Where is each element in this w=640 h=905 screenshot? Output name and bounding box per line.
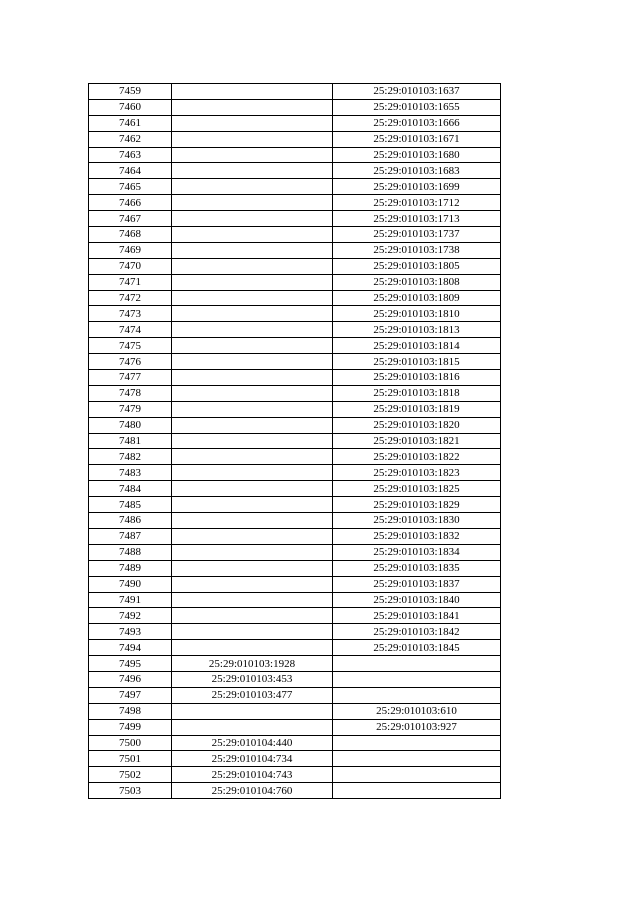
column-3-cell: 25:29:010103:1699 xyxy=(333,179,501,195)
column-2-cell xyxy=(172,322,333,338)
row-number-cell: 7497 xyxy=(89,687,172,703)
row-number-cell: 7461 xyxy=(89,115,172,131)
column-2-cell: 25:29:010104:743 xyxy=(172,767,333,783)
row-number-cell: 7477 xyxy=(89,370,172,386)
column-2-cell: 25:29:010104:440 xyxy=(172,735,333,751)
column-2-cell xyxy=(172,370,333,386)
table-row xyxy=(89,497,501,513)
table-row xyxy=(89,354,501,370)
column-2-cell xyxy=(172,513,333,529)
table-row xyxy=(89,528,501,544)
table-row xyxy=(89,640,501,656)
table-row xyxy=(89,227,501,243)
column-3-cell: 25:29:010103:1637 xyxy=(333,84,501,100)
column-2-cell xyxy=(172,576,333,592)
row-number-cell: 7489 xyxy=(89,560,172,576)
column-3-cell xyxy=(333,671,501,687)
column-2-cell xyxy=(172,195,333,211)
column-2-cell xyxy=(172,115,333,131)
column-2-cell xyxy=(172,401,333,417)
table-row xyxy=(89,115,501,131)
table-row xyxy=(89,703,501,719)
row-number-cell: 7465 xyxy=(89,179,172,195)
table-row xyxy=(89,385,501,401)
row-number-cell: 7483 xyxy=(89,465,172,481)
table-row xyxy=(89,322,501,338)
column-2-cell xyxy=(172,131,333,147)
column-2-cell xyxy=(172,528,333,544)
row-number-cell: 7486 xyxy=(89,513,172,529)
column-3-cell: 25:29:010103:1820 xyxy=(333,417,501,433)
row-number-cell: 7476 xyxy=(89,354,172,370)
row-number-cell: 7474 xyxy=(89,322,172,338)
column-2-cell xyxy=(172,163,333,179)
column-3-cell xyxy=(333,767,501,783)
row-number-cell: 7496 xyxy=(89,671,172,687)
row-number-cell: 7500 xyxy=(89,735,172,751)
column-2-cell xyxy=(172,449,333,465)
column-2-cell: 25:29:010103:453 xyxy=(172,671,333,687)
column-3-cell: 25:29:010103:927 xyxy=(333,719,501,735)
column-2-cell xyxy=(172,608,333,624)
column-3-cell: 25:29:010103:1825 xyxy=(333,481,501,497)
table-row xyxy=(89,99,501,115)
table-body xyxy=(89,84,501,799)
row-number-cell: 7462 xyxy=(89,131,172,147)
table-row xyxy=(89,211,501,227)
row-number-cell: 7469 xyxy=(89,242,172,258)
table-row xyxy=(89,179,501,195)
column-3-cell: 25:29:010103:1813 xyxy=(333,322,501,338)
row-number-cell: 7471 xyxy=(89,274,172,290)
row-number-cell: 7492 xyxy=(89,608,172,624)
column-3-cell xyxy=(333,751,501,767)
row-number-cell: 7459 xyxy=(89,84,172,100)
column-2-cell xyxy=(172,211,333,227)
table-row xyxy=(89,767,501,783)
column-2-cell xyxy=(172,703,333,719)
column-2-cell xyxy=(172,544,333,560)
column-3-cell: 25:29:010103:1666 xyxy=(333,115,501,131)
row-number-cell: 7495 xyxy=(89,656,172,672)
row-number-cell: 7468 xyxy=(89,227,172,243)
column-3-cell: 25:29:010103:1655 xyxy=(333,99,501,115)
column-3-cell: 25:29:010103:1837 xyxy=(333,576,501,592)
column-3-cell: 25:29:010103:1808 xyxy=(333,274,501,290)
column-3-cell: 25:29:010103:1845 xyxy=(333,640,501,656)
column-3-cell: 25:29:010103:1841 xyxy=(333,608,501,624)
column-3-cell: 25:29:010103:1842 xyxy=(333,624,501,640)
table-row xyxy=(89,290,501,306)
column-2-cell xyxy=(172,274,333,290)
row-number-cell: 7466 xyxy=(89,195,172,211)
table-row xyxy=(89,560,501,576)
table-row xyxy=(89,608,501,624)
column-2-cell xyxy=(172,624,333,640)
table-row xyxy=(89,370,501,386)
row-number-cell: 7479 xyxy=(89,401,172,417)
column-2-cell xyxy=(172,640,333,656)
column-3-cell: 25:29:010103:1818 xyxy=(333,385,501,401)
cadastral-table xyxy=(88,83,501,799)
table-row xyxy=(89,306,501,322)
column-3-cell: 25:29:010103:1819 xyxy=(333,401,501,417)
column-2-cell xyxy=(172,147,333,163)
column-2-cell xyxy=(172,592,333,608)
column-3-cell: 25:29:010103:1683 xyxy=(333,163,501,179)
table-row xyxy=(89,195,501,211)
column-3-cell: 25:29:010103:1823 xyxy=(333,465,501,481)
column-3-cell: 25:29:010103:1805 xyxy=(333,258,501,274)
column-2-cell xyxy=(172,290,333,306)
column-3-cell: 25:29:010103:1830 xyxy=(333,513,501,529)
table-row xyxy=(89,242,501,258)
column-2-cell xyxy=(172,465,333,481)
table-row xyxy=(89,417,501,433)
table-row xyxy=(89,624,501,640)
column-3-cell: 25:29:010103:1821 xyxy=(333,433,501,449)
table-row xyxy=(89,671,501,687)
column-3-cell xyxy=(333,687,501,703)
table-row xyxy=(89,513,501,529)
row-number-cell: 7487 xyxy=(89,528,172,544)
row-number-cell: 7460 xyxy=(89,99,172,115)
column-3-cell: 25:29:010103:1809 xyxy=(333,290,501,306)
column-2-cell xyxy=(172,560,333,576)
column-3-cell: 25:29:010103:1822 xyxy=(333,449,501,465)
column-3-cell xyxy=(333,783,501,799)
column-2-cell xyxy=(172,338,333,354)
table-row xyxy=(89,274,501,290)
row-number-cell: 7501 xyxy=(89,751,172,767)
column-3-cell: 25:29:010103:610 xyxy=(333,703,501,719)
column-3-cell: 25:29:010103:1816 xyxy=(333,370,501,386)
column-3-cell: 25:29:010103:1713 xyxy=(333,211,501,227)
row-number-cell: 7463 xyxy=(89,147,172,163)
column-2-cell: 25:29:010103:477 xyxy=(172,687,333,703)
table-row xyxy=(89,338,501,354)
table-row xyxy=(89,592,501,608)
column-3-cell: 25:29:010103:1671 xyxy=(333,131,501,147)
column-3-cell: 25:29:010103:1814 xyxy=(333,338,501,354)
row-number-cell: 7464 xyxy=(89,163,172,179)
table-row xyxy=(89,751,501,767)
column-2-cell xyxy=(172,227,333,243)
table-row xyxy=(89,131,501,147)
row-number-cell: 7475 xyxy=(89,338,172,354)
row-number-cell: 7478 xyxy=(89,385,172,401)
column-2-cell xyxy=(172,258,333,274)
row-number-cell: 7472 xyxy=(89,290,172,306)
table-row xyxy=(89,783,501,799)
row-number-cell: 7502 xyxy=(89,767,172,783)
row-number-cell: 7481 xyxy=(89,433,172,449)
column-2-cell: 25:29:010104:760 xyxy=(172,783,333,799)
row-number-cell: 7470 xyxy=(89,258,172,274)
column-2-cell xyxy=(172,719,333,735)
column-2-cell xyxy=(172,306,333,322)
row-number-cell: 7498 xyxy=(89,703,172,719)
table-row xyxy=(89,401,501,417)
column-2-cell xyxy=(172,179,333,195)
table-row xyxy=(89,433,501,449)
table-row xyxy=(89,719,501,735)
row-number-cell: 7480 xyxy=(89,417,172,433)
column-3-cell xyxy=(333,735,501,751)
row-number-cell: 7503 xyxy=(89,783,172,799)
column-2-cell xyxy=(172,84,333,100)
column-3-cell: 25:29:010103:1738 xyxy=(333,242,501,258)
column-2-cell xyxy=(172,242,333,258)
table-row xyxy=(89,258,501,274)
row-number-cell: 7491 xyxy=(89,592,172,608)
row-number-cell: 7494 xyxy=(89,640,172,656)
table-row xyxy=(89,735,501,751)
column-3-cell: 25:29:010103:1810 xyxy=(333,306,501,322)
column-2-cell xyxy=(172,385,333,401)
column-2-cell xyxy=(172,433,333,449)
table-row xyxy=(89,163,501,179)
table-row xyxy=(89,656,501,672)
row-number-cell: 7490 xyxy=(89,576,172,592)
column-2-cell xyxy=(172,99,333,115)
column-3-cell: 25:29:010103:1834 xyxy=(333,544,501,560)
row-number-cell: 7467 xyxy=(89,211,172,227)
table-row xyxy=(89,465,501,481)
row-number-cell: 7499 xyxy=(89,719,172,735)
row-number-cell: 7485 xyxy=(89,497,172,513)
column-2-cell xyxy=(172,481,333,497)
column-3-cell: 25:29:010103:1832 xyxy=(333,528,501,544)
column-2-cell xyxy=(172,354,333,370)
table-row xyxy=(89,687,501,703)
column-2-cell: 25:29:010104:734 xyxy=(172,751,333,767)
column-2-cell: 25:29:010103:1928 xyxy=(172,656,333,672)
row-number-cell: 7484 xyxy=(89,481,172,497)
column-3-cell: 25:29:010103:1840 xyxy=(333,592,501,608)
row-number-cell: 7493 xyxy=(89,624,172,640)
column-2-cell xyxy=(172,497,333,513)
column-3-cell: 25:29:010103:1737 xyxy=(333,227,501,243)
column-3-cell: 25:29:010103:1835 xyxy=(333,560,501,576)
column-2-cell xyxy=(172,417,333,433)
table-row xyxy=(89,576,501,592)
column-3-cell: 25:29:010103:1680 xyxy=(333,147,501,163)
table-row xyxy=(89,544,501,560)
table-row xyxy=(89,449,501,465)
column-3-cell xyxy=(333,656,501,672)
row-number-cell: 7488 xyxy=(89,544,172,560)
row-number-cell: 7482 xyxy=(89,449,172,465)
table-row xyxy=(89,481,501,497)
column-3-cell: 25:29:010103:1712 xyxy=(333,195,501,211)
row-number-cell: 7473 xyxy=(89,306,172,322)
column-3-cell: 25:29:010103:1815 xyxy=(333,354,501,370)
table-row xyxy=(89,147,501,163)
column-3-cell: 25:29:010103:1829 xyxy=(333,497,501,513)
table-row xyxy=(89,84,501,100)
